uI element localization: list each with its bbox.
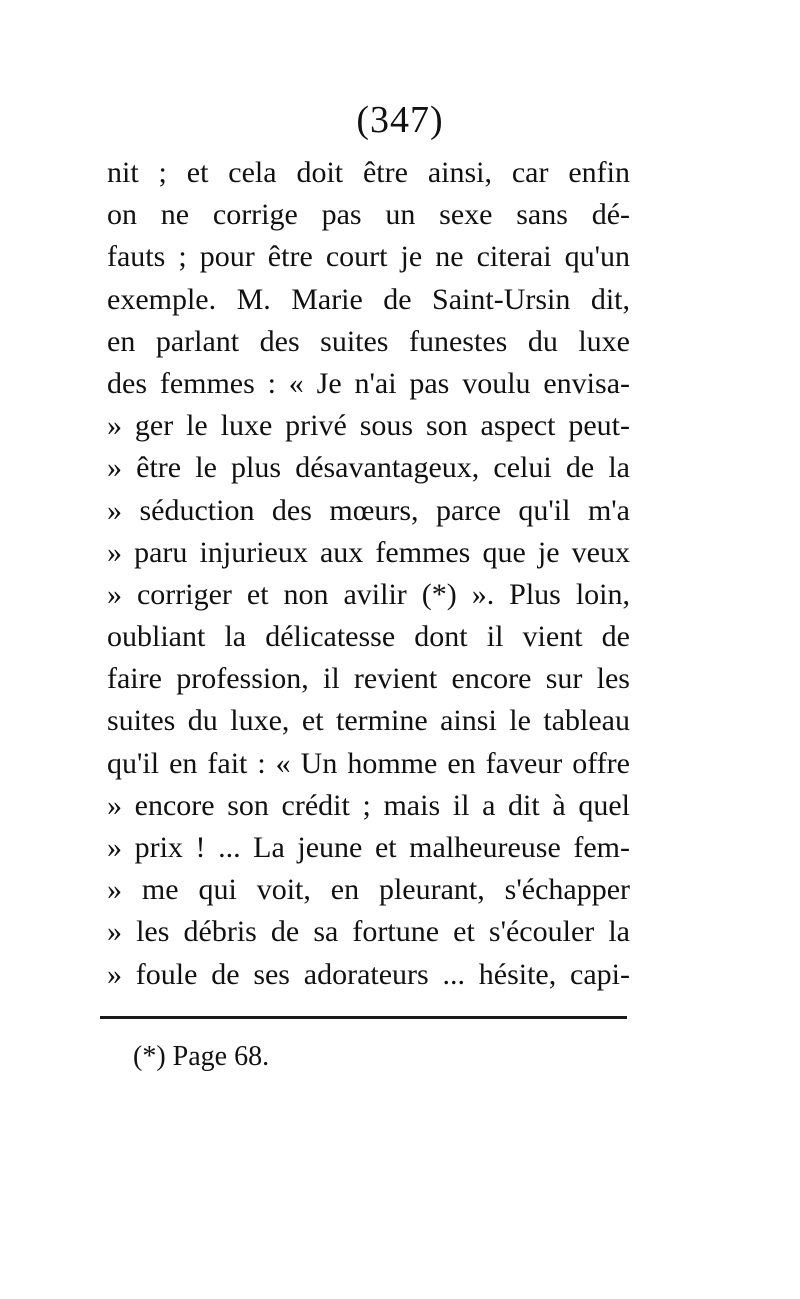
text-line: fauts ; pour être court je ne citerai qu'un xyxy=(107,240,630,274)
text-line: oubliant la délicatesse dont il vient de xyxy=(107,620,630,654)
text-line: » paru injurieux aux femmes que je veux xyxy=(107,535,630,569)
text-line: » les débris de sa fortune et s'écouler la xyxy=(107,915,630,949)
text-line: faire profession, il revient encore sur les xyxy=(107,662,630,696)
text-line: suites du luxe, et termine ainsi le tableau xyxy=(107,704,630,738)
text-line: » séduction des mœurs, parce qu'il m'a xyxy=(107,493,630,527)
page-number: (347) xyxy=(356,99,444,141)
text-line: » me qui voit, en pleurant, s'échapper xyxy=(107,873,630,907)
text-line: exemple. M. Marie de Saint-Ursin dit, xyxy=(107,282,630,316)
text-line: » corriger et non avilir (*) ». Plus loin, xyxy=(107,577,630,611)
text-line: des femmes : « Je n'ai pas voulu envisa- xyxy=(107,366,630,400)
body-text xyxy=(107,152,630,996)
text-line: nit ; et cela doit être ainsi, car enfin xyxy=(107,156,630,189)
text-line: on ne corrige pas un sexe sans dé- xyxy=(107,198,630,232)
text-line: qu'il en fait : « Un homme en faveur offre xyxy=(107,746,630,780)
text-line: » être le plus désavantageux, celui de la xyxy=(107,451,630,485)
text-line: » ger le luxe privé sous son aspect peut- xyxy=(107,409,630,443)
text-line: » foule de ses adorateurs ... hésite, capi- xyxy=(107,957,630,991)
text-line: » encore son crédit ; mais il a dit à quel xyxy=(107,788,630,822)
footnote: (*) Page 68. xyxy=(133,1041,270,1072)
text-line: » prix ! ... La jeune et malheureuse fem- xyxy=(107,831,630,864)
footnote-divider xyxy=(100,1016,627,1019)
text-line: en parlant des suites funestes du luxe xyxy=(107,324,630,358)
